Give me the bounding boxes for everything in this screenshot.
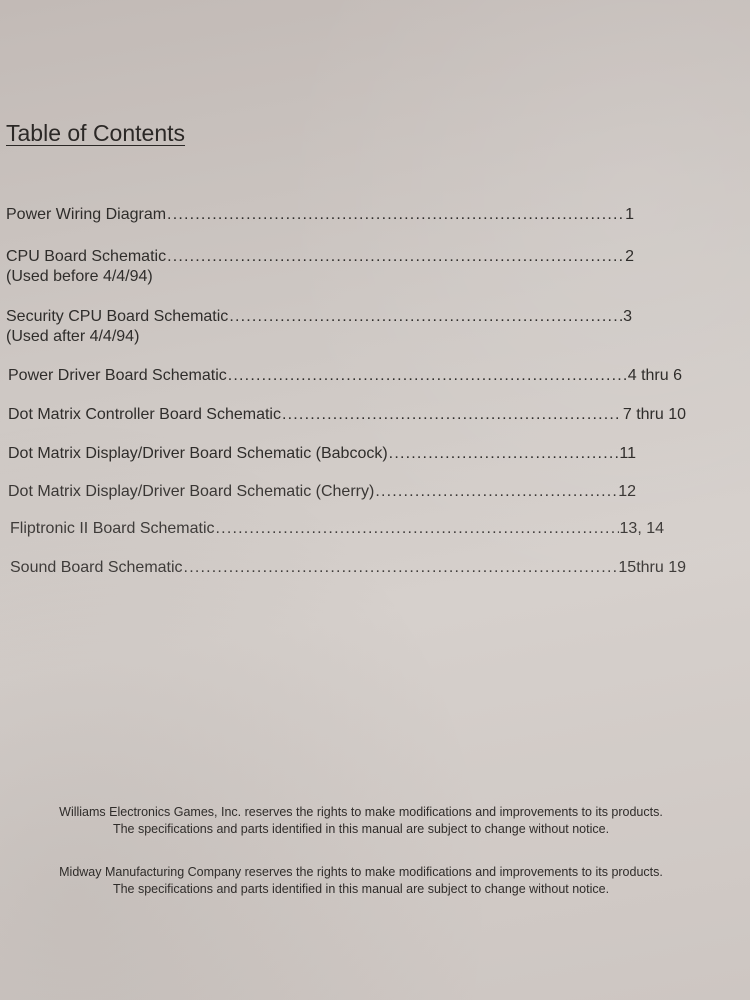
toc-entry-page: 15thru 19 (618, 559, 686, 576)
toc-entry-title: Sound Board Schematic (10, 559, 183, 576)
toc-entry-sound-board (10, 559, 686, 583)
toc-entry-page: 7 thru 10 (622, 406, 686, 423)
dot-leader (167, 206, 624, 224)
dot-leader (216, 520, 619, 538)
dot-leader (375, 483, 617, 501)
toc-entry-dot-matrix-controller (8, 406, 686, 430)
toc-entry-page: 3 (623, 308, 632, 325)
disclaimer-line: The specifications and parts identified in this manual are subject to change without notice. (112, 882, 610, 896)
toc-entry-page: 1 (625, 206, 634, 223)
toc-entry-title: Dot Matrix Display/Driver Board Schematic (Babcock) (8, 445, 388, 462)
toc-entry-page: 4 thru 6 (627, 367, 682, 384)
dot-leader (389, 445, 619, 463)
toc-entry-title: Power Driver Board Schematic (8, 367, 227, 384)
toc-entry-page: 11 (619, 445, 636, 462)
disclaimer-midway (0, 864, 736, 898)
toc-entry-title: Power Wiring Diagram (6, 206, 167, 223)
toc-entry-page: 12 (618, 483, 636, 500)
disclaimer-line: Williams Electronics Games, Inc. reserves the rights to make modifications and improvements to its products. (59, 805, 663, 819)
disclaimer-line: Midway Manufacturing Company reserves the rights to make modifications and improvements to its products. (59, 865, 663, 879)
toc-entry-note: (Used after 4/4/94) (6, 328, 140, 345)
toc-entry-page: 13, 14 (619, 520, 664, 537)
dot-leader (228, 367, 627, 385)
toc-entry-dot-matrix-display-cherry (8, 483, 636, 507)
toc-entry-title: Dot Matrix Display/Driver Board Schematic (Cherry) (8, 483, 375, 500)
disclaimer-williams (0, 804, 736, 838)
toc-entry-note: (Used before 4/4/94) (6, 268, 153, 285)
toc-entry-dot-matrix-display-babcock (8, 445, 636, 469)
toc-entry-title: CPU Board Schematic (6, 248, 167, 265)
toc-entry-power-driver-board (8, 367, 682, 391)
disclaimer-line: The specifications and parts identified in this manual are subject to change without notice. (112, 822, 610, 836)
toc-entry-title: Fliptronic II Board Schematic (10, 520, 215, 537)
toc-entry-page: 2 (625, 248, 634, 265)
toc-entry-title: Security CPU Board Schematic (6, 308, 229, 325)
dot-leader (184, 559, 618, 577)
toc-heading: Table of Contents (6, 120, 186, 146)
toc-entry-fliptronic-ii (10, 520, 664, 544)
toc-entry-title: Dot Matrix Controller Board Schematic (8, 406, 281, 423)
dot-leader (282, 406, 622, 424)
toc-entry-power-wiring (6, 206, 634, 230)
dot-leader (167, 248, 624, 266)
dot-leader (229, 308, 622, 326)
